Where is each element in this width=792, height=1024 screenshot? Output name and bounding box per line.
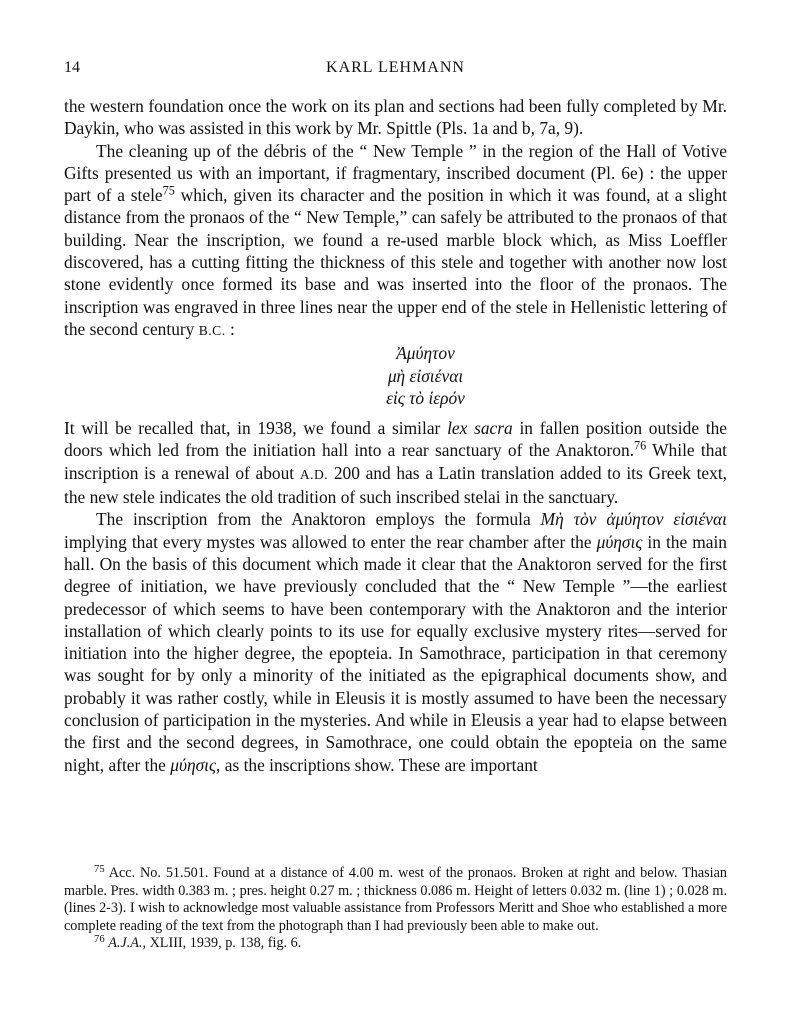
footnote-76-text: , XLIII, 1939, p. 138, fig. 6.	[142, 935, 302, 952]
footnote-76-journal: A.J.A.	[108, 935, 143, 952]
era-abbrev-bc: B.C.	[198, 322, 226, 338]
footnote-ref-75: 75	[162, 183, 175, 198]
paragraph-2	[64, 140, 727, 343]
footnote-76-number: 76	[94, 934, 105, 946]
paragraph-4-text-d: as the inscriptions show. These are important	[220, 754, 538, 775]
paragraph-3-text-d: 200 and has a Latin translation added to its Greek text, the new stele indicates the old tradition of such inscribed stelai in the sanctuary.	[64, 462, 728, 508]
page-number: 14	[64, 59, 80, 76]
inscription-line-1: Ἀμύητον	[396, 343, 455, 364]
paragraph-1: the western foundation once the work on its plan and sections had been fully completed by Mr. Daykin, who was assisted in this work by Mr. Spittle (Pls. 1a and b, 7a, 9).	[64, 96, 727, 139]
inscription-line-2: μὴ εἰσιέναι	[387, 365, 464, 386]
paragraph-3	[64, 417, 727, 508]
paragraph-2-text-c: :	[225, 318, 235, 339]
era-abbrev-ad: A.D.	[299, 466, 329, 482]
lex-sacra-term: lex sacra	[447, 418, 513, 439]
greek-inscription	[64, 342, 727, 409]
footnote-76	[64, 935, 727, 953]
greek-term-myesis-2: μύησις,	[170, 754, 221, 775]
paragraph-3-text-a: It will be recalled that, in 1938, we found a similar	[64, 418, 448, 439]
footnote-ref-76: 76	[634, 438, 647, 453]
paragraph-3-text-b: in fallen position outside the doors which led from the initiation hall into a rear sanctuary of the Anaktoron.	[64, 418, 728, 461]
greek-formula: Μὴ τὸν ἀμύητον εἰσιέναι	[540, 509, 727, 530]
running-head: KARL LEHMANN	[326, 59, 465, 76]
paragraph-4-text-a: The inscription from the Anaktoron employs the formula	[96, 509, 541, 530]
footnote-75	[64, 865, 727, 935]
footnote-75-text: Acc. No. 51.501. Found at a distance of 4.00 m. west of the pronaos. Broken at right and below. Thasian marble. Pres. width 0.383 m. ; pres. height 0.27 m. ; thickness 0.086 m. Height of letters 0.032 m. (line 1) ; 0.028 m. (lines 2-3). I wish to acknowledge most valuable assistance from Professors Meritt and Shoe who established a more complete reading of the text from the photograph than I had previously been able to make out.	[64, 865, 727, 934]
greek-term-myesis: μύησις	[596, 531, 643, 552]
paragraph-4-text-b: implying that every mystes was allowed to enter the rear chamber after the	[64, 531, 597, 552]
paragraph-2-text-a: The cleaning up of the débris of the “ New Temple ” in the region of the Hall of Votive Gifts presented us with an important, if fragmentary, inscribed document (Pl. 6e) : the upper part of a stele	[64, 140, 727, 206]
paragraph-4-text-c: in the main hall. On the basis of this document which made it clear that the Anaktoron served for the first degree of initiation, we have previously concluded that the “ New Temple ”—the earliest predecessor of which seems to have been contemporary with the Anaktoron and the interior installation of which clearly points to its use for equally exclusive mystery rites—served for initiation into the higher degree, the epopteia. In Samothrace, participation in that ceremony was sought for by only a minority of the initiated as the epigraphical documents show, and probably it was rather costly, while in Eleusis it is mostly assumed to have been the necessary conclusion of participation in the mysteries. And while in Eleusis a year had to elapse between the first and the second degrees, in Samothrace, one could obtain the epopteia on the same night, after the	[64, 531, 727, 775]
inscription-line-3: εἰς τὸ ἱερόν	[386, 387, 465, 408]
paragraph-4	[64, 508, 727, 776]
paragraph-2-text-b: which, given its character and the position in which it was found, at a slight distance from the pronaos of the “ New Temple,” can safely be attributed to the pronaos of that building. Near the inscription, we found a re-used marble block which, as Miss Loeffler discovered, has a cutting fitting the thickness of this stele and together with another now lost stone evidently once formed its base and was inserted into the floor of the pronaos. The inscription was engraved in three lines near the upper end of the stele in Hellenistic lettering of the second century	[64, 185, 728, 339]
page-header	[64, 59, 727, 81]
footnotes	[64, 865, 727, 953]
main-text	[64, 95, 727, 776]
footnote-75-number: 75	[94, 864, 105, 876]
paragraph-3-text-c: While that inscription is a renewal of about	[64, 440, 727, 483]
